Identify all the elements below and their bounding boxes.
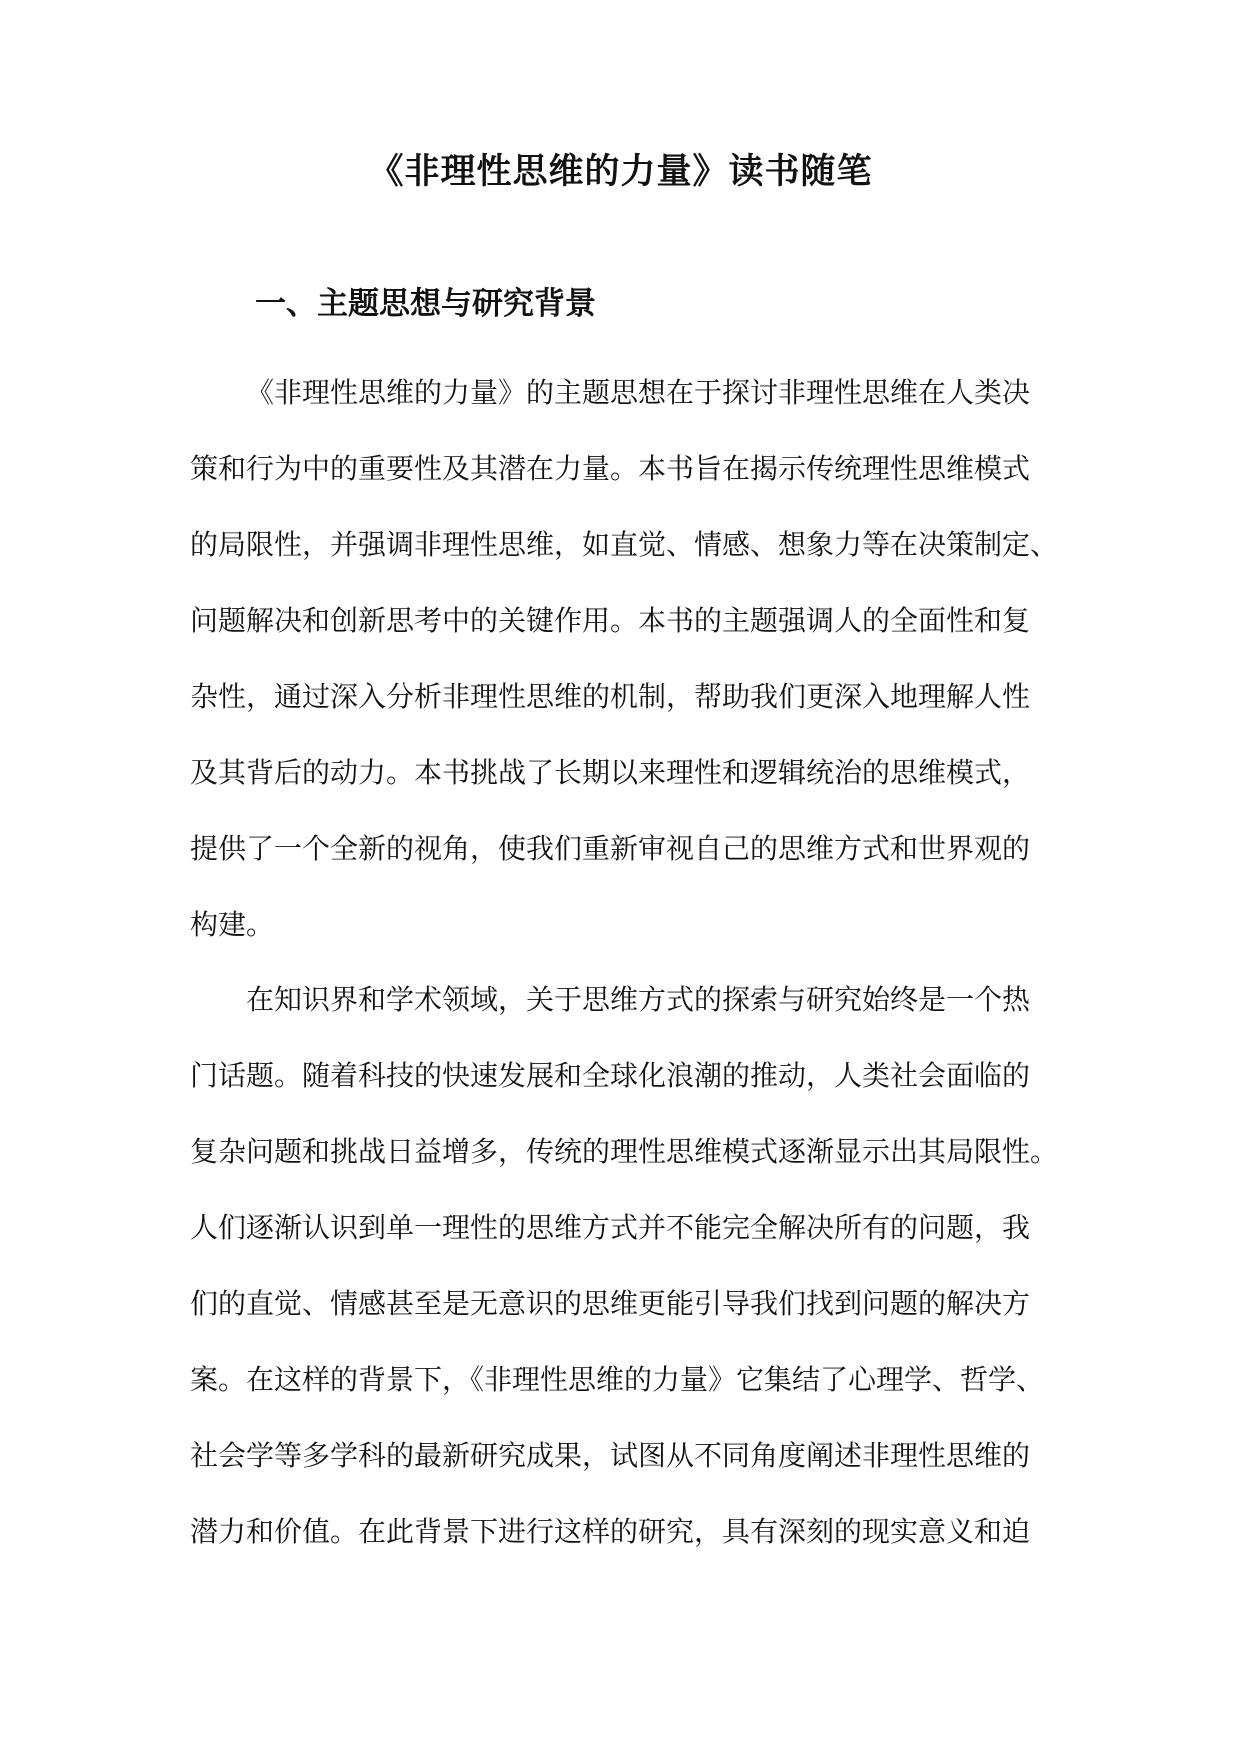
paragraph-theme <box>190 355 1060 963</box>
paragraph-line: 门话题。随着科技的快速发展和全球化浪潮的推动，人类社会面临的 <box>190 1059 1031 1092</box>
paragraph-line: 潜力和价值。在此背景下进行这样的研究，具有深刻的现实意义和迫 <box>190 1515 1031 1548</box>
paragraph-line: 杂性，通过深入分析非理性思维的机制，帮助我们更深入地理解人性 <box>190 680 1031 713</box>
paragraph-line: 构建。 <box>190 908 275 941</box>
paragraph-line: 策和行为中的重要性及其潜在力量。本书旨在揭示传统理性思维模式 <box>190 452 1031 485</box>
paragraph-line: 提供了一个全新的视角，使我们重新审视自己的思维方式和世界观的 <box>190 832 1031 865</box>
paragraph-line: 《非理性思维的力量》的主题思想在于探讨非理性思维在人类决 <box>246 376 1031 409</box>
paragraph-line: 案。在这样的背景下，《非理性思维的力量》它集结了心理学、哲学、 <box>190 1363 1045 1396</box>
paragraph-background <box>190 962 1060 1570</box>
paragraph-line: 问题解决和创新思考中的关键作用。本书的主题强调人的全面性和复 <box>190 604 1031 637</box>
section-heading: 一、主题思想与研究背景 <box>255 286 596 322</box>
paragraph-line: 们的直觉、情感甚至是无意识的思维更能引导我们找到问题的解决方 <box>190 1287 1031 1320</box>
paragraph-line: 人们逐渐认识到单一理性的思维方式并不能完全解决所有的问题，我 <box>190 1211 1031 1244</box>
paragraph-line: 及其背后的动力。本书挑战了长期以来理性和逻辑统治的思维模式， <box>190 756 1031 789</box>
paragraph-line: 复杂问题和挑战日益增多，传统的理性思维模式逐渐显示出其局限性。 <box>190 1135 1059 1168</box>
paragraph-line: 在知识界和学术领域，关于思维方式的探索与研究始终是一个热 <box>246 983 1031 1016</box>
document-title: 《非理性思维的力量》读书随笔 <box>368 151 873 192</box>
paragraph-line: 的局限性，并强调非理性思维，如直觉、情感、想象力等在决策制定、 <box>190 528 1059 561</box>
paragraph-line: 社会学等多学科的最新研究成果，试图从不同角度阐述非理性思维的 <box>190 1439 1031 1472</box>
